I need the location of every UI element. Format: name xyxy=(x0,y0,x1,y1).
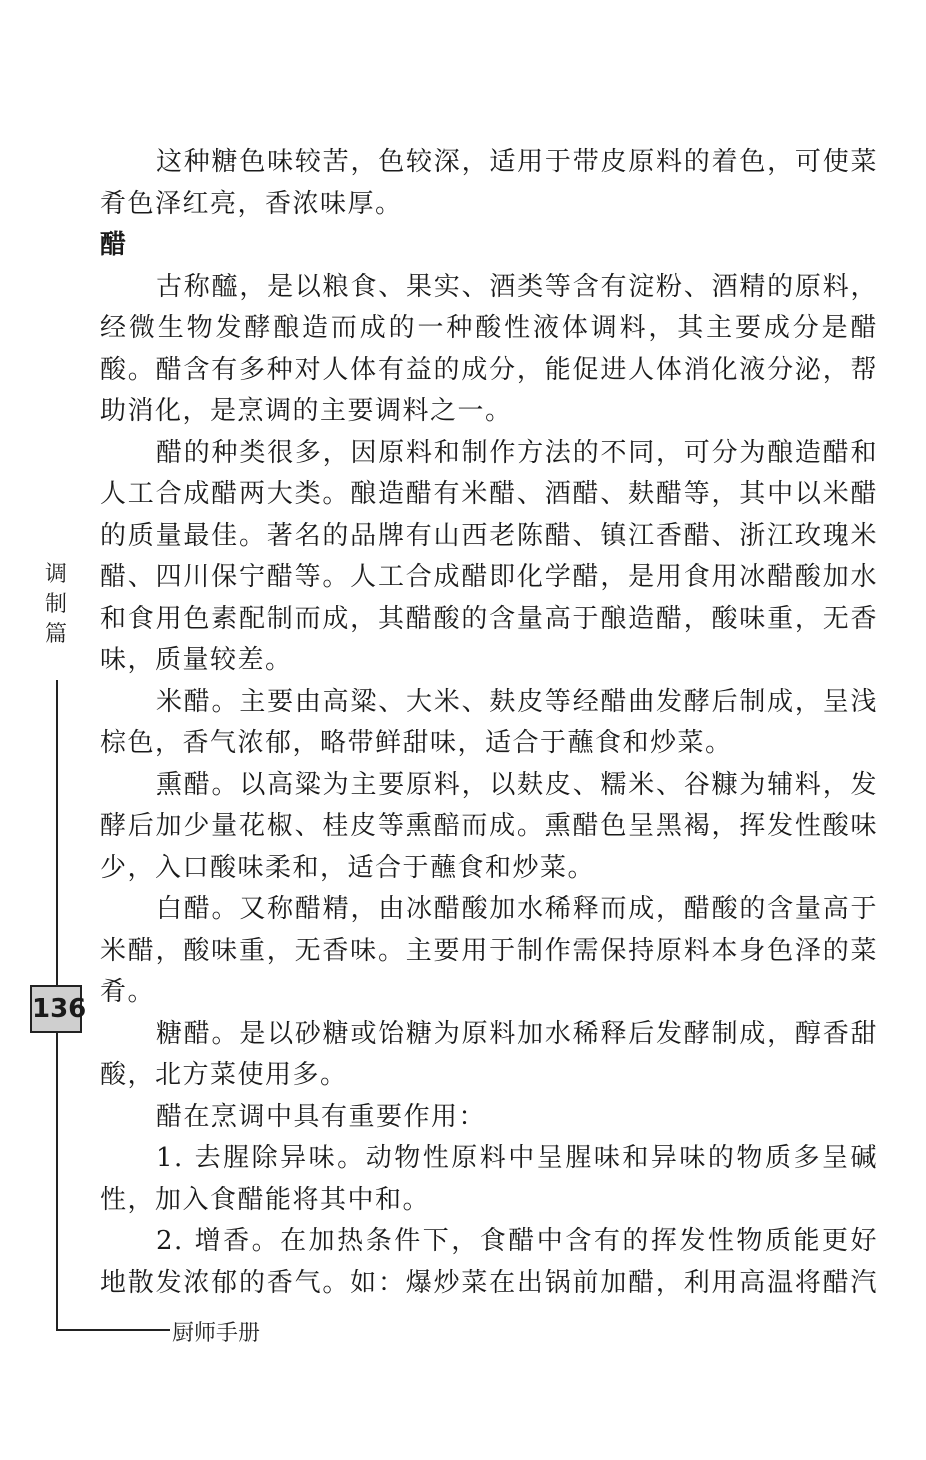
text-line: 米醋，酸味重，无香味。主要用于制作需保持原料本身色泽的菜 xyxy=(100,935,878,966)
text-line: 糖醋。是以砂糖或饴糖为原料加水稀释后发酵制成，醇香甜 xyxy=(156,1018,878,1049)
text-line: 经微生物发酵酿造而成的一种酸性液体调料，其主要成分是醋 xyxy=(100,313,878,343)
section-label-char: 调 xyxy=(44,562,67,587)
text-line: 地散发浓郁的香气。如：爆炒菜在出锅前加醋，利用高温将醋汽 xyxy=(100,1267,878,1298)
section-label-char: 篇 xyxy=(44,622,67,647)
text-line: 棕色，香气浓郁，略带鲜甜味，适合于蘸食和炒菜。 xyxy=(100,728,733,758)
text-line: 醋、四川保宁醋等。人工合成醋即化学醋，是用食用冰醋酸加水 xyxy=(100,562,878,592)
text-line: 肴。 xyxy=(100,977,156,1007)
section-label-char: 制 xyxy=(44,592,67,617)
text-line: 肴色泽红亮，香浓味厚。 xyxy=(100,188,403,219)
text-line: 的质量最佳。著名的品牌有山西老陈醋、镇江香醋、浙江玫瑰米 xyxy=(100,520,878,551)
text-line: 2. 增香。在加热条件下，食醋中含有的挥发性物质能更好 xyxy=(156,1226,878,1256)
text-line: 这种糖色味较苦，色较深，适用于带皮原料的着色，可使菜 xyxy=(156,147,878,177)
text-line: 少，入口酸味柔和，适合于蘸食和炒菜。 xyxy=(100,852,596,883)
text-line: 1. 去腥除异味。动物性原料中呈腥味和异味的物质多呈碱 xyxy=(156,1143,878,1173)
text-line: 助消化，是烹调的主要调料之一。 xyxy=(100,396,513,426)
text-line: 醋在烹调中具有重要作用： xyxy=(156,1101,487,1132)
text-line: 米醋。主要由高粱、大米、麸皮等经醋曲发酵后制成，呈浅 xyxy=(156,686,878,717)
text-line: 古称醯，是以粮食、果实、酒类等含有淀粉、酒精的原料， xyxy=(156,271,878,302)
text-line: 熏醋。以高粱为主要原料，以麸皮、糯米、谷糠为辅料，发 xyxy=(156,769,878,800)
footer-rule xyxy=(56,1329,170,1331)
text-line: 醋的种类很多，因原料和制作方法的不同，可分为酿造醋和 xyxy=(156,437,878,468)
section-heading: 醋 xyxy=(100,230,128,260)
text-line: 人工合成醋两大类。酿造醋有米醋、酒醋、麸醋等，其中以米醋 xyxy=(100,479,878,509)
text-line: 白醋。又称醋精，由冰醋酸加水稀释而成，醋酸的含量高于 xyxy=(156,894,878,924)
body-text xyxy=(100,142,878,1304)
footer-book-title: 厨师手册 xyxy=(172,1321,261,1346)
text-line: 味，质量较差。 xyxy=(100,645,293,675)
text-line: 性，加入食醋能将其中和。 xyxy=(100,1184,431,1215)
section-label xyxy=(40,560,72,650)
text-line: 酸，北方菜使用多。 xyxy=(100,1060,348,1090)
text-line: 和食用色素配制而成，其醋酸的含量高于酿造醋，酸味重，无香 xyxy=(100,603,878,634)
text-line: 酸。醋含有多种对人体有益的成分，能促进人体消化液分泌，帮 xyxy=(100,354,878,385)
page-number: 136 xyxy=(30,985,82,1033)
text-line: 酵后加少量花椒、桂皮等熏醅而成。熏醋色呈黑褐，挥发性酸味 xyxy=(100,811,878,841)
